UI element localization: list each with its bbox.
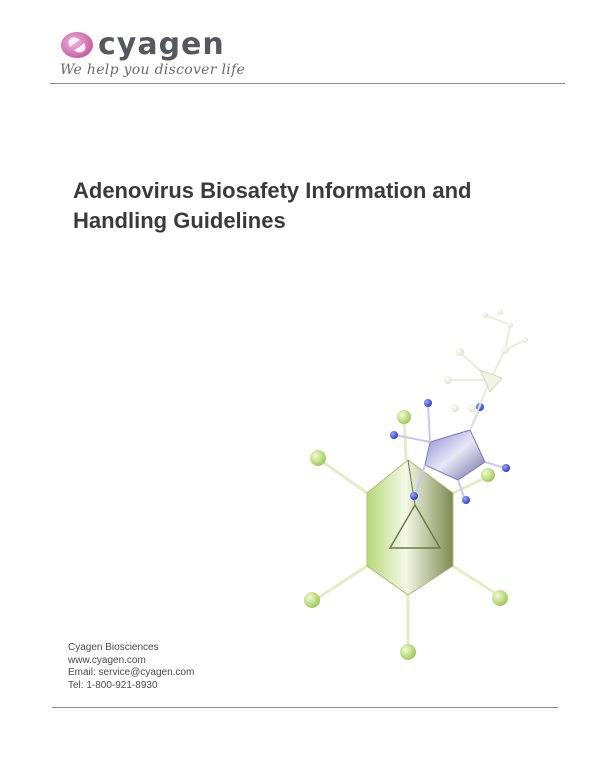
pale-chain-group (444, 309, 528, 430)
header-divider (50, 83, 565, 84)
document-title: Adenovirus Biosafety Information and Handling Guidelines (73, 178, 472, 233)
website-link[interactable]: www.cyagen.com (68, 654, 146, 666)
phone-text: Tel: 1-800-921-8930 (68, 679, 158, 691)
cyagen-logo-icon (60, 31, 94, 59)
footer-divider (52, 707, 558, 708)
brand-tagline: We help you discover life (60, 62, 246, 78)
email-text[interactable]: Email: service@cyagen.com (68, 667, 195, 678)
contact-block (68, 642, 194, 692)
molecule-illustration (290, 300, 530, 680)
brand-name: cyagen (98, 27, 225, 62)
company-name: Cyagen Biosciences (68, 642, 159, 653)
